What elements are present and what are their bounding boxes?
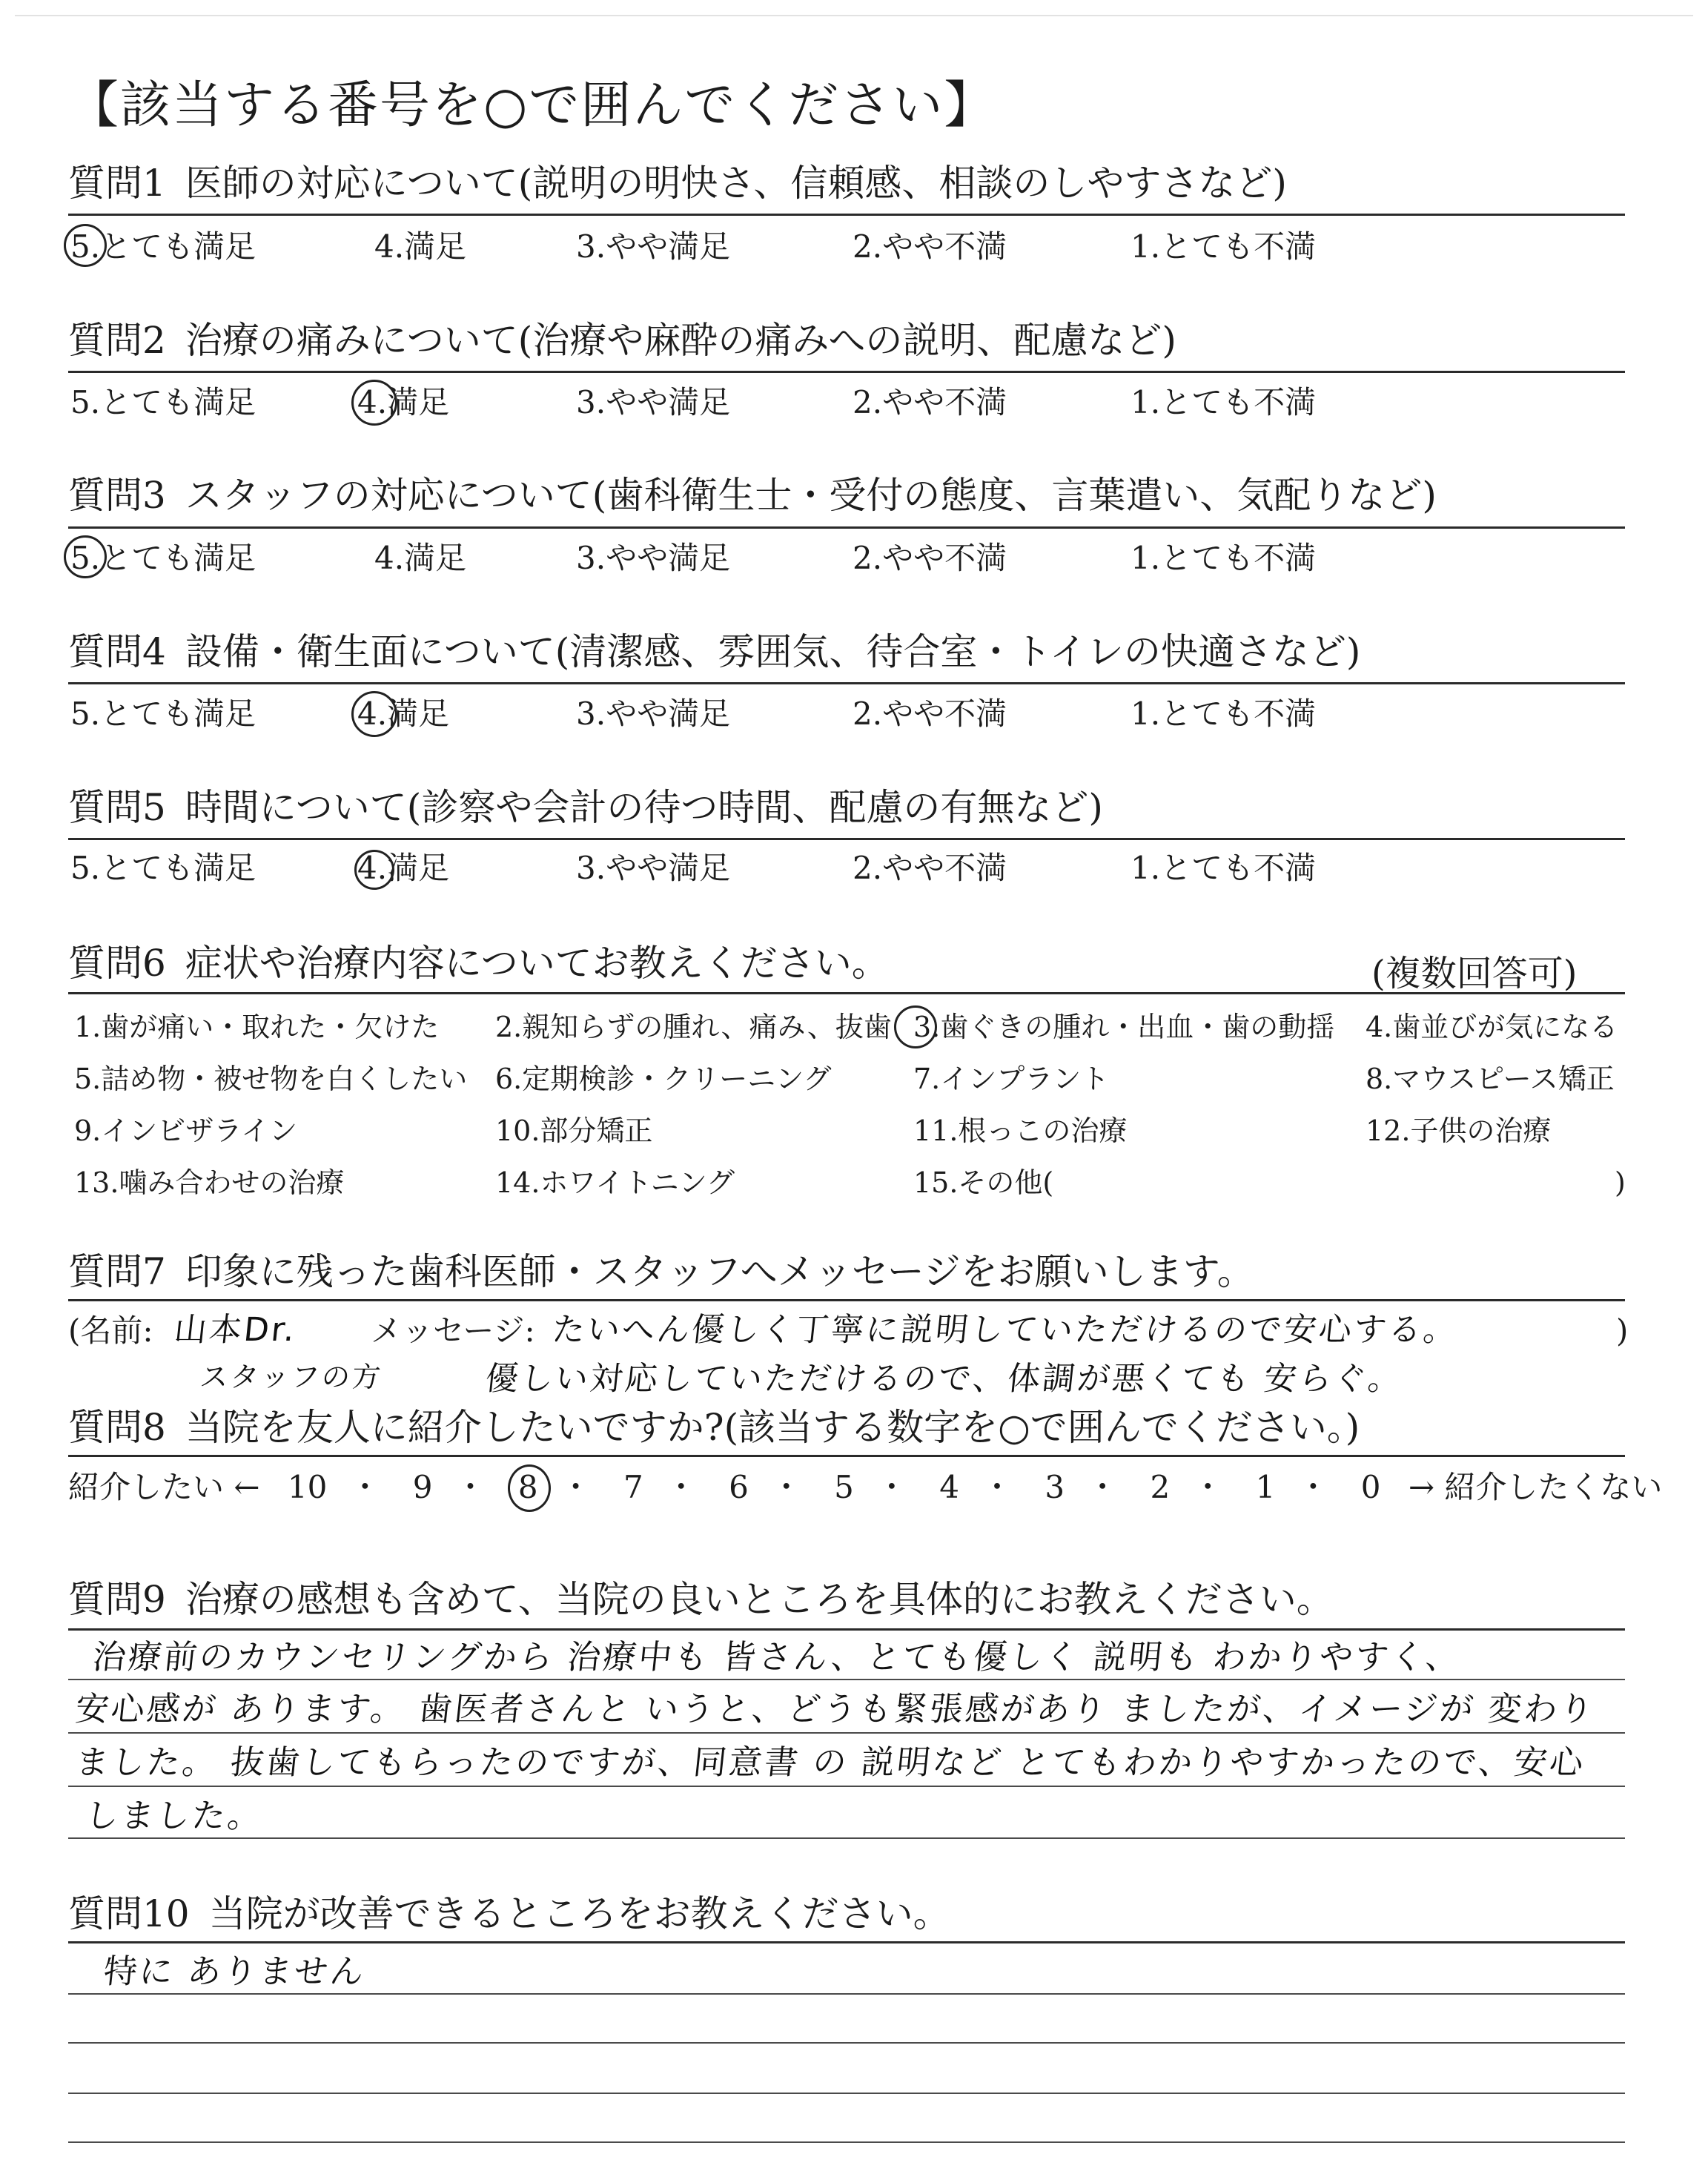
question-6-item-12[interactable]: 12.子供の治療 bbox=[1366, 1114, 1552, 1147]
question-8-number: 質問8 bbox=[68, 1406, 166, 1449]
answer-rule bbox=[68, 2042, 1625, 2044]
question-10-number: 質問10 bbox=[68, 1892, 190, 1935]
question-3-option-3[interactable]: 3.やや満足 bbox=[576, 540, 731, 576]
page-top-border bbox=[15, 15, 1693, 16]
scale-separator: ・ bbox=[560, 1469, 592, 1505]
question-1-text: 医師の対応について(説明の明快さ、信頼感、相談のしやすさなど) bbox=[185, 162, 1287, 205]
question-6-item-6[interactable]: 6.定期検診・クリーニング bbox=[495, 1063, 832, 1095]
question-9-rule bbox=[68, 1628, 1625, 1631]
question-7-text: 印象に残った歯科医師・スタッフへメッセージをお願いします。 bbox=[185, 1250, 1254, 1293]
question-6-item-7[interactable]: 7.インプラント bbox=[913, 1063, 1110, 1095]
question-5-option-3[interactable]: 3.やや満足 bbox=[576, 850, 731, 886]
scale-separator: ・ bbox=[454, 1469, 486, 1505]
question-6-multiple-answers-note: (複数回答可) bbox=[1371, 953, 1578, 994]
question-4-option-2[interactable]: 2.やや不満 bbox=[853, 696, 1007, 732]
answer-rule bbox=[68, 1837, 1625, 1839]
question-2-selection-circle bbox=[351, 380, 397, 426]
question-4-heading bbox=[68, 630, 1361, 673]
question-5-number: 質問5 bbox=[68, 786, 166, 829]
question-3-option-1[interactable]: 1.とても不満 bbox=[1131, 540, 1317, 576]
question-7-name-label: (名前: bbox=[68, 1312, 153, 1349]
question-10-answer-line-1: 特に ありません bbox=[102, 1952, 368, 1991]
question-8-scale-1[interactable]: 1 bbox=[1255, 1469, 1276, 1505]
question-8-scale-2[interactable]: 2 bbox=[1150, 1469, 1171, 1505]
question-8-selection-circle bbox=[508, 1464, 551, 1512]
question-9-number: 質問9 bbox=[68, 1578, 166, 1621]
question-7-rule bbox=[68, 1299, 1625, 1301]
question-1-option-3[interactable]: 3.やや満足 bbox=[576, 228, 731, 265]
question-6-item-14[interactable]: 14.ホワイトニング bbox=[495, 1166, 735, 1199]
question-5-heading bbox=[68, 786, 1103, 829]
question-4-option-3[interactable]: 3.やや満足 bbox=[576, 696, 731, 732]
question-8-scale-3[interactable]: 3 bbox=[1045, 1469, 1065, 1505]
question-1-option-1[interactable]: 1.とても不満 bbox=[1131, 228, 1317, 265]
question-5-option-5[interactable]: 5.とても満足 bbox=[70, 850, 256, 886]
question-3-option-5[interactable]: 5.とても満足 bbox=[70, 540, 256, 576]
question-8-right-label: → 紹介したくない bbox=[1408, 1469, 1663, 1505]
question-5-rule bbox=[68, 838, 1625, 840]
question-6-text: 症状や治療内容についてお教えください。 bbox=[185, 942, 889, 985]
question-8-text: 当院を友人に紹介したいですか?(該当する数字を○で囲んでください。) bbox=[185, 1406, 1360, 1449]
question-6-item-2[interactable]: 2.親知らずの腫れ、痛み、抜歯 bbox=[495, 1011, 892, 1043]
question-1-option-2[interactable]: 2.やや不満 bbox=[853, 228, 1007, 265]
question-9-answer-line-1: 治療前のカウンセリングから 治療中も 皆さん、とても優しく 説明も わかりやすく、 bbox=[90, 1637, 1463, 1677]
question-9-answer-line-2: 安心感が あります。 歯医者さんと いうと、どうも緊張感があり ましたが、イメージが 変わり bbox=[73, 1689, 1598, 1728]
question-5-option-4[interactable]: 4.満足 bbox=[357, 850, 450, 886]
question-5-option-2[interactable]: 2.やや不満 bbox=[853, 850, 1007, 886]
question-10-rule bbox=[68, 1941, 1625, 1943]
question-8-scale-4[interactable]: 4 bbox=[939, 1469, 960, 1505]
question-6-item-3[interactable]: 3.歯ぐきの腫れ・出血・歯の動揺 bbox=[913, 1011, 1335, 1043]
question-8-scale-10[interactable]: 10 bbox=[287, 1469, 328, 1505]
question-6-item-8[interactable]: 8.マウスピース矯正 bbox=[1366, 1063, 1615, 1095]
question-4-selection-circle bbox=[351, 691, 397, 737]
question-3-number: 質問3 bbox=[68, 474, 166, 517]
question-7-message-handwriting-2: 優しい対応していただけるので、体調が悪くても 安らぐ。 bbox=[483, 1360, 1405, 1398]
question-2-number: 質問2 bbox=[68, 319, 166, 362]
question-6-heading bbox=[68, 942, 889, 985]
question-2-option-1[interactable]: 1.とても不満 bbox=[1131, 384, 1317, 420]
scale-separator: ・ bbox=[1297, 1469, 1329, 1505]
question-6-item-15[interactable]: 15.その他( bbox=[913, 1166, 1054, 1199]
question-1-number: 質問1 bbox=[68, 162, 166, 205]
question-2-heading bbox=[68, 319, 1176, 362]
question-8-scale-8[interactable] bbox=[517, 1469, 538, 1505]
question-2-option-4[interactable]: 4.満足 bbox=[357, 384, 450, 420]
question-7-heading bbox=[68, 1250, 1254, 1293]
question-6-number: 質問6 bbox=[68, 942, 166, 985]
scale-separator: ・ bbox=[349, 1469, 381, 1505]
question-8-scale-0[interactable]: 0 bbox=[1360, 1469, 1381, 1505]
question-6-other-close-paren: ) bbox=[1615, 1166, 1626, 1199]
question-7-close-paren: ) bbox=[1616, 1312, 1629, 1349]
question-3-heading bbox=[68, 474, 1437, 517]
question-6-item-9[interactable]: 9.インビザライン bbox=[74, 1114, 298, 1147]
question-2-text: 治療の痛みについて(治療や麻酔の痛みへの説明、配慮など) bbox=[185, 319, 1176, 362]
question-8-scale-9[interactable]: 9 bbox=[412, 1469, 433, 1505]
answer-rule bbox=[68, 1679, 1625, 1680]
question-1-selection-circle bbox=[64, 224, 107, 267]
question-7-number: 質問7 bbox=[68, 1250, 166, 1293]
question-8-heading bbox=[68, 1406, 1360, 1449]
question-2-option-2[interactable]: 2.やや不満 bbox=[853, 384, 1007, 420]
question-3-selection-circle bbox=[64, 535, 107, 578]
question-4-option-5[interactable]: 5.とても満足 bbox=[70, 696, 256, 732]
question-1-option-5[interactable]: 5.とても満足 bbox=[70, 228, 256, 265]
question-3-option-4[interactable]: 4.満足 bbox=[374, 540, 467, 576]
question-9-answer-line-3: ました。 抜歯してもらったのですが、同意書 の 説明など とてもわかりやすかったので、安心 bbox=[73, 1743, 1588, 1782]
scale-separator: ・ bbox=[1192, 1469, 1224, 1505]
question-9-answer-line-4: しました。 bbox=[83, 1796, 265, 1835]
question-2-option-5[interactable]: 5.とても満足 bbox=[70, 384, 256, 420]
question-6-selection-circle bbox=[894, 1005, 937, 1048]
question-10-heading bbox=[68, 1892, 950, 1935]
question-7-message-label: メッセージ: bbox=[371, 1312, 535, 1349]
question-4-option-4[interactable]: 4.満足 bbox=[357, 696, 450, 732]
scale-separator: ・ bbox=[770, 1469, 802, 1505]
form-instruction-title: 【該当する番号を○で囲んでください】 bbox=[68, 76, 996, 135]
question-4-rule bbox=[68, 682, 1625, 684]
question-3-rule bbox=[68, 526, 1625, 529]
question-6-item-1[interactable]: 1.歯が痛い・取れた・欠けた bbox=[74, 1011, 440, 1043]
scale-separator: ・ bbox=[1087, 1469, 1119, 1505]
question-6-item-5[interactable]: 5.詰め物・被せ物を白くしたい bbox=[74, 1063, 468, 1095]
scale-separator: ・ bbox=[982, 1469, 1013, 1505]
question-5-text: 時間について(診察や会計の待つ時間、配慮の有無など) bbox=[185, 786, 1103, 829]
question-5-option-1[interactable]: 1.とても不満 bbox=[1131, 850, 1317, 886]
answer-rule bbox=[68, 1786, 1625, 1787]
question-6-item-4[interactable]: 4.歯並びが気になる bbox=[1366, 1011, 1618, 1043]
question-8-scale bbox=[68, 1469, 1663, 1505]
question-4-number: 質問4 bbox=[68, 630, 166, 673]
question-6-item-11[interactable]: 11.根っこの治療 bbox=[913, 1114, 1128, 1147]
answer-rule bbox=[68, 2141, 1625, 2143]
question-4-text: 設備・衛生面について(清潔感、雰囲気、待合室・トイレの快適さなど) bbox=[185, 630, 1361, 673]
question-10-text: 当院が改善できるところをお教えください。 bbox=[208, 1892, 950, 1935]
question-3-option-2[interactable]: 2.やや不満 bbox=[853, 540, 1007, 576]
question-2-rule bbox=[68, 371, 1625, 373]
question-5-selection-circle bbox=[354, 850, 394, 890]
question-9-heading bbox=[68, 1578, 1334, 1621]
question-4-option-1[interactable]: 1.とても不満 bbox=[1131, 696, 1317, 732]
scale-separator: ・ bbox=[665, 1469, 697, 1505]
question-6-rule bbox=[68, 992, 1625, 994]
question-2-option-3[interactable]: 3.やや満足 bbox=[576, 384, 731, 420]
question-8-scale-7[interactable]: 7 bbox=[623, 1469, 643, 1505]
question-7-message-handwriting-1: たいへん優しく丁寧に説明していただけるので安心する。 bbox=[550, 1311, 1460, 1349]
question-1-heading bbox=[68, 162, 1287, 205]
question-1-option-4[interactable]: 4.満足 bbox=[374, 228, 467, 265]
scale-separator: ・ bbox=[875, 1469, 907, 1505]
question-8-scale-6[interactable]: 6 bbox=[729, 1469, 749, 1505]
question-1-rule bbox=[68, 214, 1625, 216]
question-8-rule bbox=[68, 1455, 1625, 1457]
question-8-scale-8-label: 8 bbox=[517, 1469, 538, 1505]
question-3-text: スタッフの対応について(歯科衛生士・受付の態度、言葉遣い、気配りなど) bbox=[185, 474, 1437, 517]
question-8-left-label: 紹介したい ← bbox=[68, 1469, 260, 1505]
question-7-name-handwriting-1: 山本Dr. bbox=[172, 1311, 299, 1349]
question-9-text: 治療の感想も含めて、当院の良いところを具体的にお教えください。 bbox=[185, 1578, 1334, 1621]
question-8-scale-5[interactable]: 5 bbox=[834, 1469, 854, 1505]
question-6-item-13[interactable]: 13.噛み合わせの治療 bbox=[74, 1166, 345, 1199]
answer-rule bbox=[68, 1993, 1625, 1995]
question-7-name-handwriting-2: スタッフの方 bbox=[198, 1361, 385, 1393]
answer-rule bbox=[68, 2093, 1625, 2094]
question-6-item-10[interactable]: 10.部分矯正 bbox=[495, 1114, 653, 1147]
answer-rule bbox=[68, 1732, 1625, 1734]
